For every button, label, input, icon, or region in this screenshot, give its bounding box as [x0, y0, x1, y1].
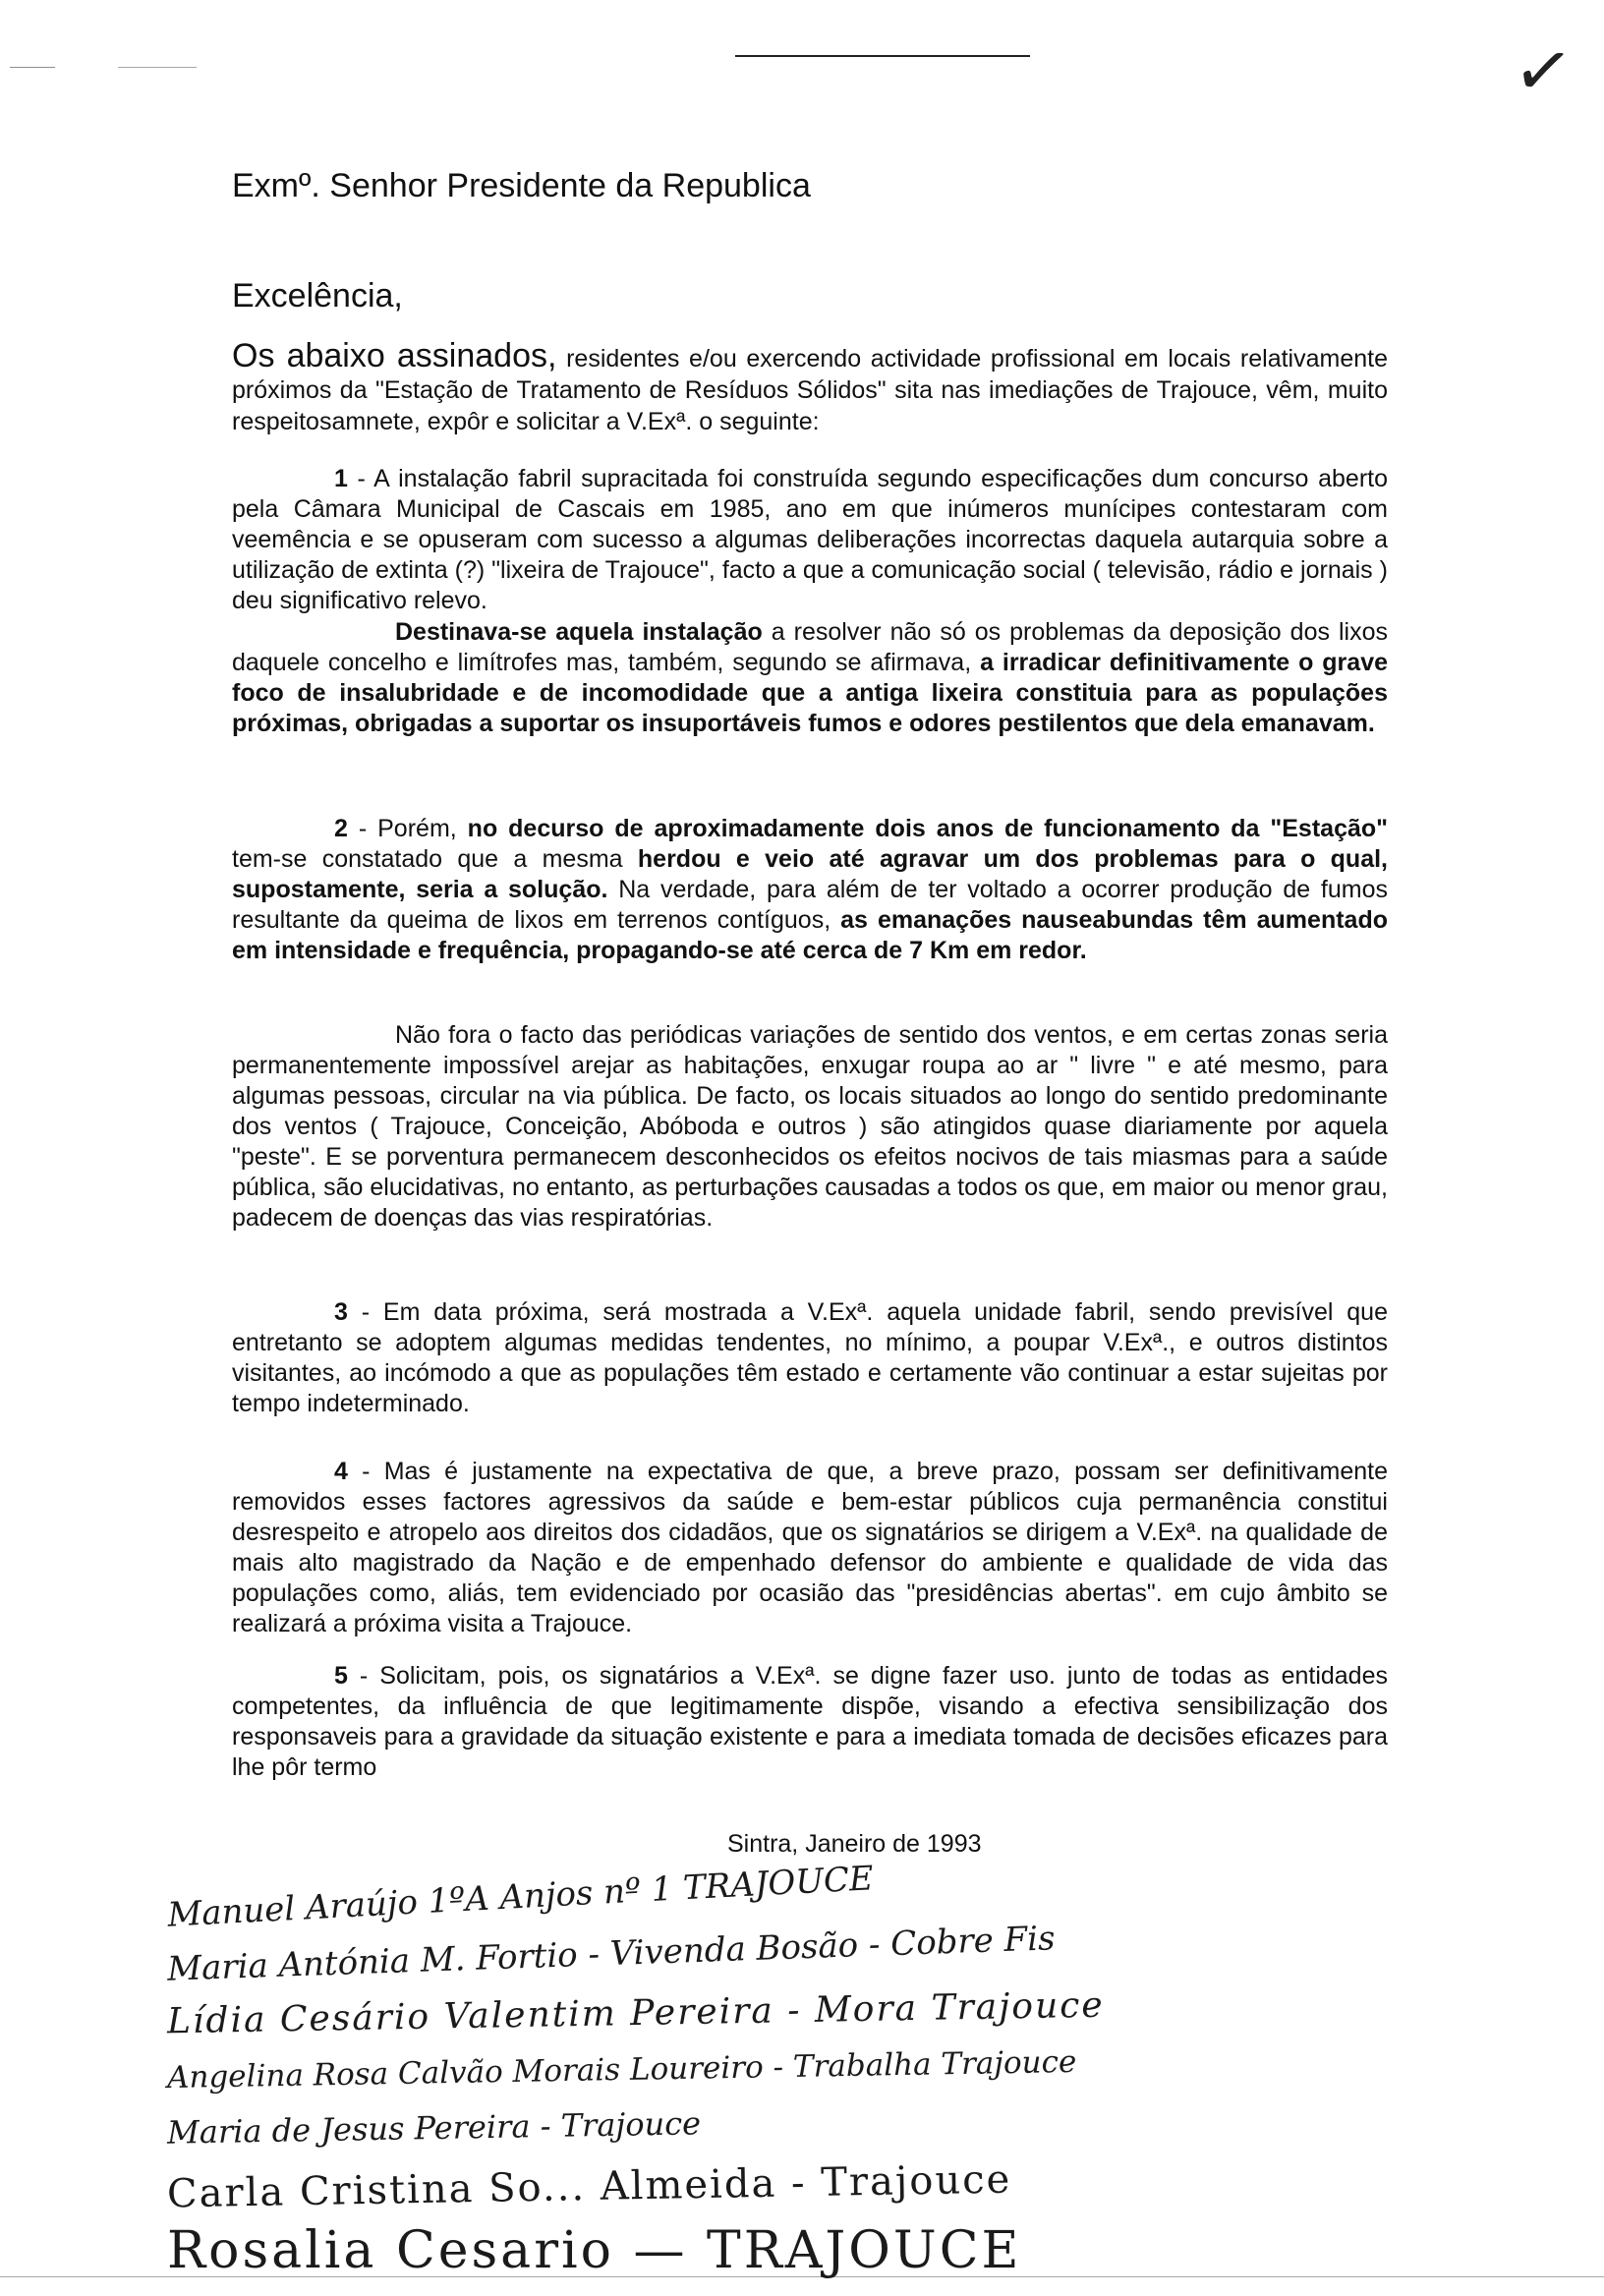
paragraph-1: [232, 464, 1388, 616]
paragraph-text: - Porém,: [347, 815, 468, 842]
paragraph-number: 2: [334, 815, 348, 842]
paragraph-2: [232, 814, 1388, 966]
paragraph-5: [232, 1661, 1388, 1783]
emphasis-text: as emanações nauseabundas têm aumentado em intensidade e frequência, propagando-se até cerca de 7 Km em redor.: [232, 906, 1388, 964]
paragraph-number: 4: [334, 1458, 348, 1485]
addressee-line: Exmº. Senhor Presidente da Republica: [232, 167, 811, 204]
handwritten-signature: Maria de Jesus Pereira - Trajouce: [166, 2104, 702, 2152]
intro-paragraph: [232, 337, 1389, 437]
emphasis-text: a irradicar definitivamente o grave foco de insalubridade e de incomodidade que a antiga lixeira constituia para as populações próximas, obrigadas a suportar os insuportáveis fumos e odores pestilentos que dela emanavam.: [232, 649, 1388, 737]
paragraph-number: 1: [334, 465, 348, 492]
handwritten-signature: Rosalia Cesario — TRAJOUCE: [167, 2221, 1022, 2280]
paragraph-text: Na verdade, para além de ter voltado a ocorrer produção de fumos resultante da queima de lixos em terrenos contíguos,: [232, 876, 1388, 934]
intro-text: residentes e/ou exercendo actividade profissional em locais relativamente próximos da "Estação de Tratamento de Resíduos Sólidos" sita nas imediações de Trajouce, vêm, muito respeitosamnete, expôr e solicitar a V.Exª. o seguinte:: [232, 345, 1389, 435]
paragraph-text: - Solicitam, pois, os signatários a V.Exª. se digne fazer uso. junto de todas as entidades competentes, da influência de que legitimamente dispõe, visando a efectiva sensibilização dos responsaveis para a gravidade da situação existente e para a imediata tomada de decisões eficazes para lhe pôr termo: [232, 1662, 1388, 1781]
paragraph-4: [232, 1457, 1388, 1639]
paragraph-text: - A instalação fabril supracitada foi construída segundo especificações dum concurso aberto pela Câmara Municipal de Cascais em 1985, ano em que inúmeros munícipes contestaram com veemência e se opuseram com sucesso a algumas deliberações incorrectas daquela autarquia sobre a utilização de extinta (?) "lixeira de Trajouce", facto a que a comunicação social ( televisão, rádio e jornais ) deu significativo relevo.: [232, 465, 1388, 614]
paragraph-3: [232, 1297, 1388, 1419]
paragraph-text: - Em data próxima, será mostrada a V.Exª. aquela unidade fabril, sendo previsível que entretanto se adoptem algumas medidas tendentes, no mínimo, a poupar V.Exª., e outros distintos visitantes, ao incómodo a que as populações têm estado e certamente vão continuar a estar sujeitas por tempo indeterminado.: [232, 1298, 1388, 1417]
handwritten-signature: Manuel Araújo 1ºA Anjos nº 1 TRAJOUCE: [166, 1859, 875, 1935]
paragraph-1-continuation: [232, 617, 1388, 739]
paragraph-number: 3: [334, 1298, 348, 1326]
handwritten-signature: Maria Antónia M. Fortio - Vivenda Bosão - Cobre Fis: [166, 1919, 1057, 1989]
emphasis-text: no decurso de aproximadamente dois anos de funcionamento da "Estação": [467, 815, 1388, 842]
scan-artifact-dot: [10, 67, 55, 68]
emphasis-text: herdou e veio até agravar um dos problemas para o qual, supostamente, seria a solução.: [232, 845, 1388, 903]
handwritten-signature: Carla Cristina So... Almeida - Trajouce: [166, 2156, 1012, 2217]
paragraph-number: 5: [334, 1662, 348, 1690]
checkmark-icon: ✓: [1508, 26, 1578, 116]
paragraph-text: tem-se constatado que a mesma: [232, 845, 638, 873]
greeting-line: Excelência,: [232, 277, 403, 315]
emphasis-text: Destinava-se aquela instalação: [395, 618, 763, 646]
scan-artifact-dot: [118, 67, 197, 68]
handwritten-signature: Lídia Cesário Valentim Pereira - Mora Trajouce: [166, 1984, 1106, 2042]
intro-lead: Os abaixo assinados,: [232, 337, 557, 374]
scan-artifact-rule: [735, 55, 1030, 57]
handwritten-signature: Angelina Rosa Calvão Morais Loureiro - Trabalha Trajouce: [166, 2043, 1077, 2096]
date-line: Sintra, Janeiro de 1993: [727, 1830, 982, 1858]
paragraph-text: - Mas é justamente na expectativa de que, a breve prazo, possam ser definitivamente removidos esses factores agressivos da saúde e bem-estar públicos cuja permanência constitui desrespeito e atropelo aos direitos dos cidadãos, que os signatários se dirigem a V.Exª. na qualidade de mais alto magistrado da Nação e de empenhado defensor do ambiente e qualidade de vida das populações como, aliás, tem evidenciado por ocasião das "presidências abertas". em cujo âmbito se realizará a próxima visita a Trajouce.: [232, 1458, 1388, 1637]
paragraph-2-continuation: Não fora o facto das periódicas variações de sentido dos ventos, e em certas zonas seria permanentemente impossível arejar as habitações, enxugar roupa ao ar " livre " e até mesmo, para algumas pessoas, circular na via pública. De facto, os locais situados ao longo do sentido predominante dos ventos ( Trajouce, Conceição, Abóboda e outros ) são atingidos quase diariamente por aquela "peste". E se porventura permanecem desconhecidos os efeitos nocivos de tais miasmas para a saúde pública, são elucidativas, no entanto, as perturbações causadas a todos os que, em maior ou menor grau, padecem de doenças das vias respiratórias.: [232, 1021, 1388, 1232]
paragraph-text: a resolver não só os problemas da deposição dos lixos daquele concelho e limítrofes mas, também, segundo se afirmava,: [232, 618, 1388, 676]
